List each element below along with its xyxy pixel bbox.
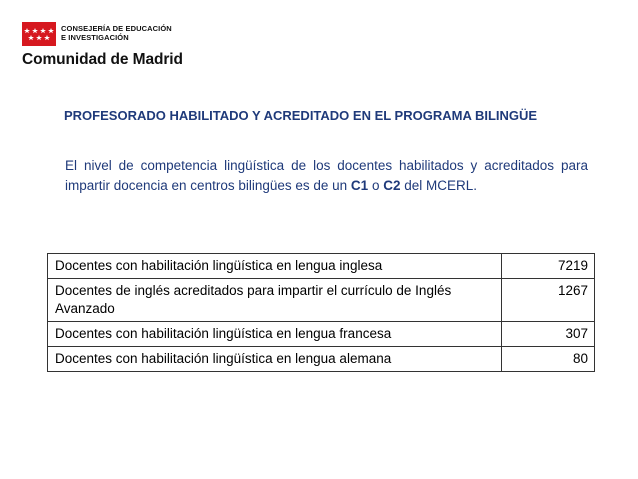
row-value: 1267 [502, 279, 595, 322]
level-c1: C1 [350, 178, 369, 193]
madrid-flag-icon [22, 22, 56, 46]
row-value: 80 [502, 347, 595, 372]
row-value: 307 [502, 322, 595, 347]
row-value: 7219 [502, 254, 595, 279]
comunidad-madrid-logo [22, 22, 222, 72]
table-row [48, 322, 595, 347]
row-label: Docentes de inglés acreditados para impartir el currículo de Inglés Avanzado [48, 279, 502, 322]
para-text-before: El nivel de competencia lingüística de los docentes habilitados y acreditados para impartir docencia en centros bilingües es de un [65, 158, 588, 193]
row-label: Docentes con habilitación lingüística en lengua francesa [48, 322, 502, 347]
logo-line-2: E INVESTIGACIÓN [61, 33, 129, 42]
teachers-table [47, 253, 595, 372]
para-connector: o [368, 178, 384, 193]
logo-line-1: CONSEJERÍA DE EDUCACIÓN [61, 24, 172, 33]
table-row [48, 279, 595, 322]
row-label: Docentes con habilitación lingüística en lengua inglesa [48, 254, 502, 279]
logo-main-text: Comunidad de Madrid [22, 51, 183, 68]
logo-subtitle [61, 24, 172, 42]
para-text-after: del MCERL. [400, 178, 477, 193]
intro-paragraph [65, 156, 588, 196]
row-label: Docentes con habilitación lingüística en lengua alemana [48, 347, 502, 372]
table-row [48, 254, 595, 279]
table-row [48, 347, 595, 372]
level-c2: C2 [383, 178, 401, 193]
page-title: PROFESORADO HABILITADO Y ACREDITADO EN EL PROGRAMA BILINGÜE [64, 108, 538, 123]
